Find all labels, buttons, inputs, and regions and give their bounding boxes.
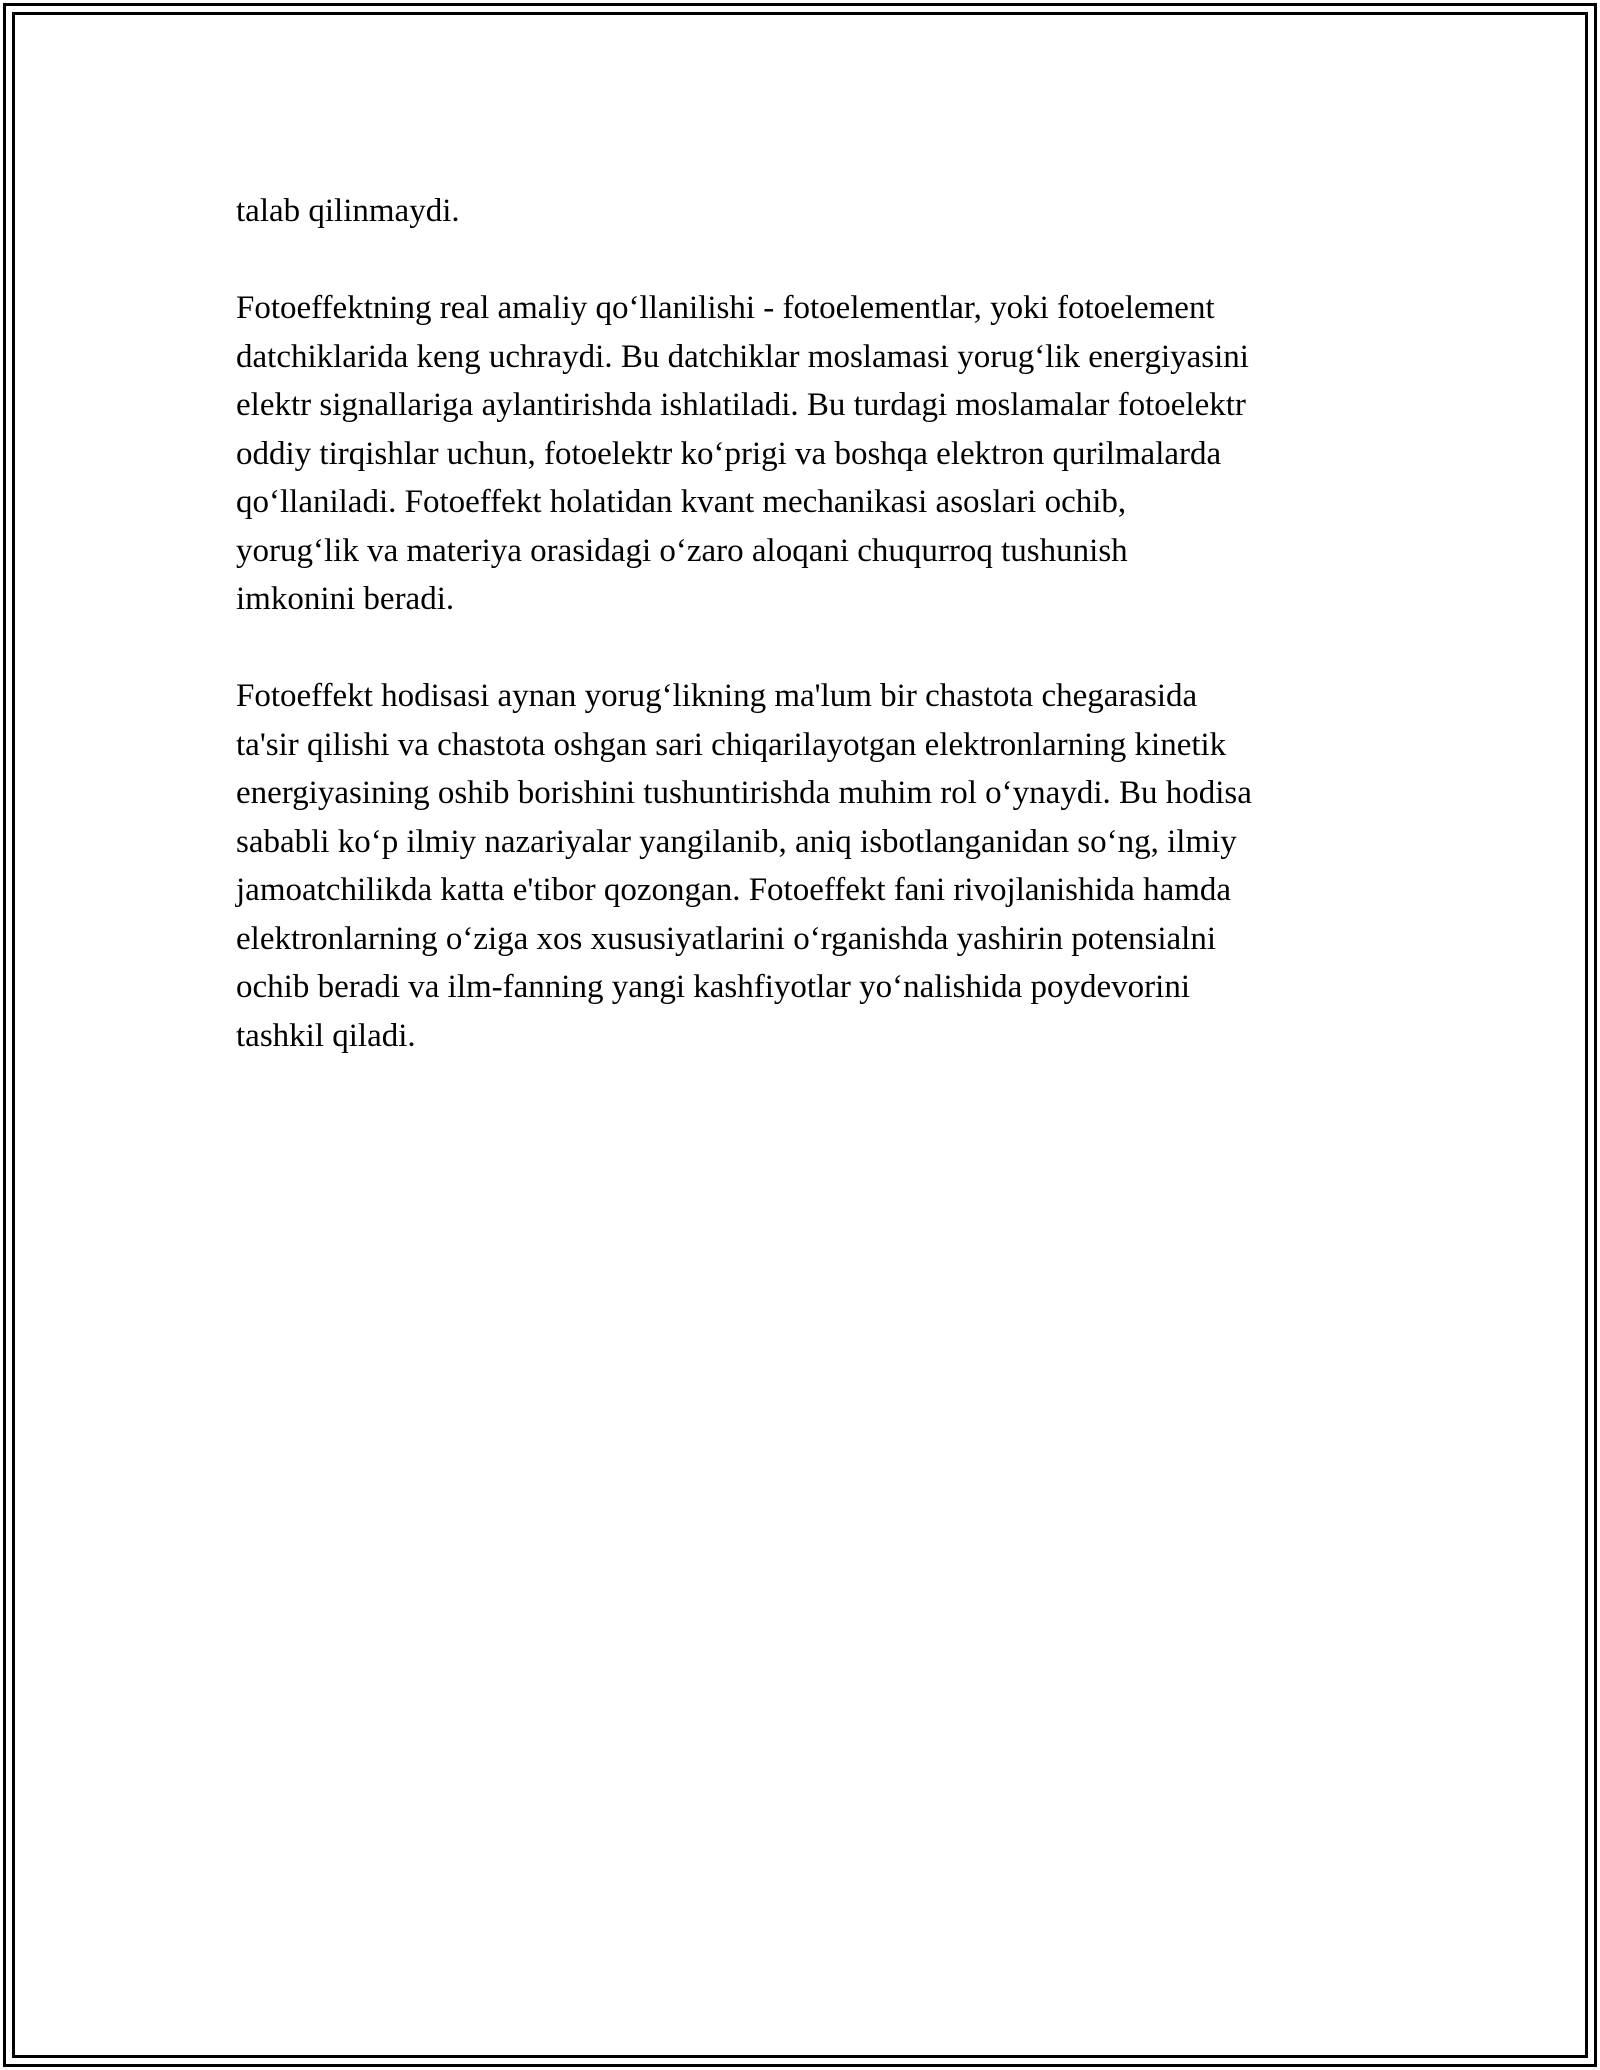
text-line: jamoatchilikda katta e'tibor qozongan. Fotoeffekt fani rivojlanishida hamda bbox=[236, 872, 1232, 908]
text-line: qo‘llaniladi. Fotoeffekt holatidan kvant mechanikasi asoslari ochib, bbox=[236, 484, 1127, 520]
text-line: yorug‘lik va materiya orasidagi o‘zaro aloqani chuqurroq tushunish bbox=[236, 532, 1128, 569]
text-line: imkonini beradi. bbox=[236, 581, 455, 617]
text-line: elektronlarning o‘ziga xos xususiyatlarini o‘rganishda yashirin potensialni bbox=[236, 920, 1217, 957]
text-line: sababli ko‘p ilmiy nazariyalar yangilanib, aniq isbotlanganidan so‘ng, ilmiy bbox=[236, 823, 1237, 860]
text-line: Fotoeffektning real amaliy qo‘llanilishi - fotoelementlar, yoki fotoelement bbox=[236, 290, 1215, 326]
text-line: oddiy tirqishlar uchun, fotoelektr ko‘prigi va boshqa elektron qurilmalarda bbox=[236, 435, 1222, 472]
text-line: ta'sir qilishi va chastota oshgan sari chiqarilayotgan elektronlarning kinetik bbox=[236, 726, 1227, 763]
text-line: tashkil qiladi. bbox=[236, 1017, 416, 1054]
text-line: energiyasining oshib borishini tushuntirishda muhim rol o‘ynaydi. Bu hodisa bbox=[236, 775, 1252, 811]
text-line: talab qilinmaydi. bbox=[236, 193, 460, 229]
text-line: elektr signallariga aylantirishda ishlatiladi. Bu turdagi moslamalar fotoelektr bbox=[236, 387, 1246, 423]
text-line: datchiklarida keng uchraydi. Bu datchiklar moslamasi yorug‘lik energiyasini bbox=[236, 338, 1249, 375]
paragraph-3 bbox=[236, 672, 1386, 1060]
paragraph-2 bbox=[236, 284, 1386, 624]
text-line: Fotoeffekt hodisasi aynan yorug‘likning ma'lum bir chastota chegarasida bbox=[236, 678, 1198, 714]
paragraph-1 bbox=[236, 187, 1386, 236]
text-line: ochib beradi va ilm-fanning yangi kashfiyotlar yo‘nalishida poydevorini bbox=[236, 969, 1191, 1005]
document-body bbox=[236, 187, 1386, 1109]
